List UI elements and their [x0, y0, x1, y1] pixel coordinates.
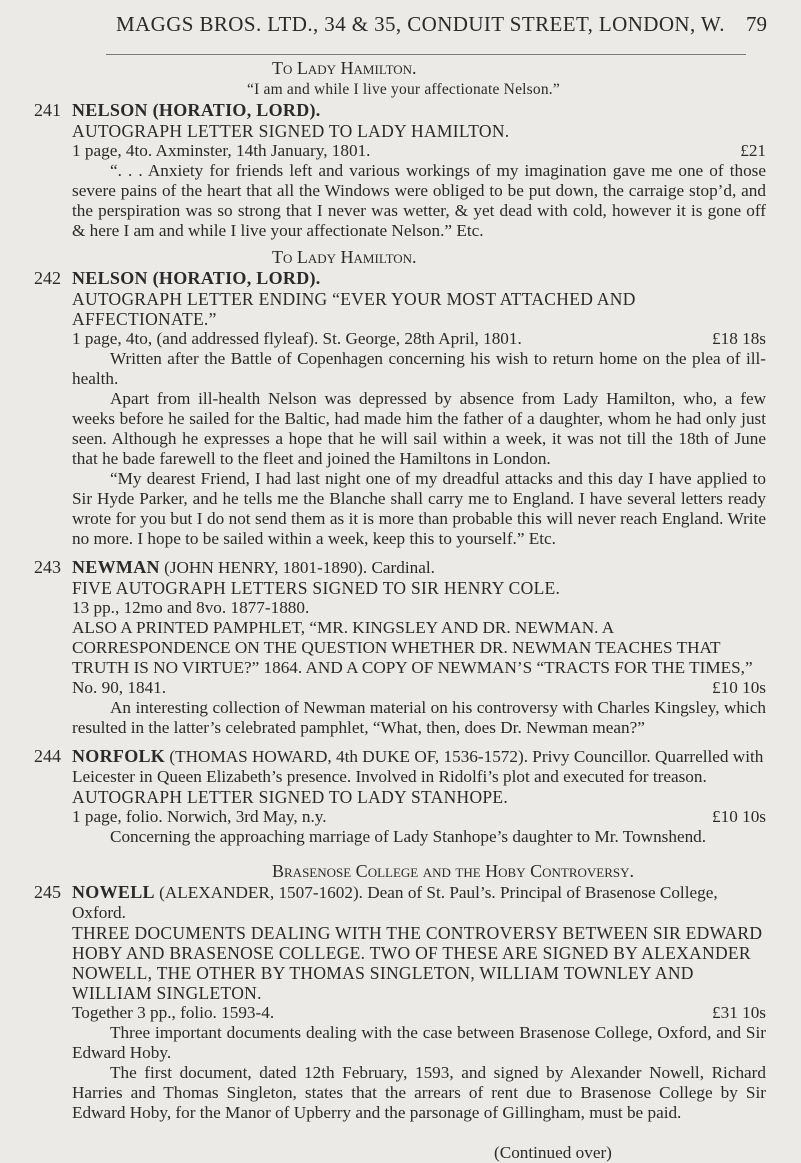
lot-description: 1 page, 4to, (and addressed flyleaf). St. George, 28th April, 1801. — [72, 329, 522, 348]
lot-heading: FIVE AUTOGRAPH LETTERS SIGNED TO SIR HENRY COLE. — [72, 578, 561, 598]
lot-number: 244 — [34, 746, 61, 766]
lot-entry — [34, 882, 766, 923]
lot-paragraph: Concerning the approaching marriage of Lady Stanhope’s daughter to Mr. Townshend. — [110, 827, 707, 846]
lot-heading: THREE DOCUMENTS DEALING WITH THE CONTROVERSY BETWEEN SIR EDWARD HOBY AND BRASENOSE COLLEGE. TWO OF THESE ARE SIGNED BY ALEXANDER NOWELL, THE OTHER BY THOMAS SINGLETON, WILLIAM TOWNLEY AND WILLIAM SINGLETON. — [72, 923, 763, 1003]
catchline: Brasenose College and the Hoby Controversy. — [272, 861, 635, 881]
header-title: MAGGS BROS. LTD., 34 & 35, CONDUIT STREET, LONDON, W. — [116, 12, 725, 36]
lot-description: Together 3 pp., folio. 1593-4. — [72, 1003, 275, 1022]
lot-title: NELSON (HORATIO, LORD). — [72, 100, 321, 120]
lot-entry — [34, 268, 766, 289]
lot-title: NORFOLK — [72, 746, 166, 766]
catchline: To Lady Hamilton. — [272, 247, 417, 267]
lot-heading: AUTOGRAPH LETTER SIGNED TO LADY HAMILTON. — [72, 121, 510, 141]
lot-paragraph: “. . . Anxiety for friends left and various workings of my imagination gave me one of those severe pains of the heart that all the Windows were obliged to be put down, the carraige stop’d, and the perspiration was so strong that I never was wetter, & yet dead with cold, however it is gone off & here I am and while I live your affectionate Nelson.” Etc. — [72, 161, 766, 240]
lot-price: £31 10s — [712, 1003, 766, 1022]
page-number: 79 — [746, 12, 767, 36]
catchline: To Lady Hamilton. — [272, 58, 417, 78]
lot-title-rest: (ALEXANDER, 1507-1602). Dean of St. Paul’s. Principal of Brasenose College, Oxford. — [72, 883, 718, 922]
lot-description: 1 page, 4to. Axminster, 14th January, 1801. — [72, 141, 371, 160]
lot-title: NEWMAN — [72, 557, 160, 577]
lot-detail — [34, 329, 766, 349]
lot-number: 242 — [34, 268, 61, 288]
lot-detail — [34, 141, 766, 161]
lot-paragraph: Written after the Battle of Copenhagen concerning his wish to return home on the plea of ill-health. — [72, 349, 766, 388]
continued-note: (Continued over) — [494, 1143, 612, 1162]
lot-detail — [34, 807, 766, 827]
lot-title: NELSON (HORATIO, LORD). — [72, 268, 321, 288]
lot-entry — [34, 557, 766, 578]
lot-title-rest: (THOMAS HOWARD, 4th DUKE OF, 1536-1572). Privy Councillor. Quarrelled with Leicester in Queen Elizabeth’s presence. Involved in Ridolfi’s plot and executed for treason. — [72, 747, 764, 786]
catalogue-content — [34, 58, 766, 1163]
lot-heading-secondary: ALSO A PRINTED PAMPHLET, “MR. KINGSLEY AND DR. NEWMAN. A CORRESPONDENCE ON THE QUESTION WHETHER DR. NEWMAN TEACHES THAT TRUTH IS NO VIRTUE?” 1864. AND A COPY OF NEWMAN’S “TRACTS FOR THE TIMES,” No. 90, 1841. — [72, 618, 753, 697]
lot-heading: AUTOGRAPH LETTER ENDING “EVER YOUR MOST ATTACHED AND AFFECTIONATE.” — [72, 289, 636, 329]
lot-title-rest: (JOHN HENRY, 1801-1890). Cardinal. — [164, 558, 435, 577]
lot-price: £18 18s — [712, 329, 766, 348]
lot-paragraph: The first document, dated 12th February, 1593, and signed by Alexander Nowell, Richard Harries and Thomas Singleton, states that the arrears of rent due to Brasenose College by Sir Edward Hoby, for the Manor of Upberry and the parsonage of Gillingham, must be paid. — [72, 1063, 766, 1122]
lot-paragraph: Apart from ill-health Nelson was depressed by absence from Lady Hamilton, who, a few weeks before he sailed for the Baltic, had made him the father of a daughter, whom he had only just seen. Although he expresses a hope that he will sail within a week, it was not till the 18th of June that he bade farewell to the fleet and joined the Hamiltons in London. — [72, 389, 766, 468]
header-rule — [106, 54, 746, 55]
page-header — [0, 12, 801, 42]
lot-detail: 13 pp., 12mo and 8vo. 1877-1880. — [72, 598, 310, 617]
lot-paragraph: An interesting collection of Newman material on his controversy with Charles Kingsley, which resulted in the latter’s celebrated pamphlet, “What, then, does Dr. Newman mean?” — [72, 698, 766, 737]
lot-entry — [34, 746, 766, 787]
lot-price: £10 10s — [712, 807, 766, 826]
lot-paragraph: Three important documents dealing with the case between Brasenose College, Oxford, and Sir Edward Hoby. — [72, 1023, 766, 1062]
catchline-quote: “I am and while I live your affectionate Nelson.” — [247, 81, 560, 98]
lot-paragraph: “My dearest Friend, I had last night one of my dreadful attacks and this day I have applied to Sir Hyde Parker, and he tells me the Blanche shall carry me to England. I have several letters ready wrote for you but I do not send them as it is more than probable this will never reach England. Write no more. I hope to be sailed within a week, keep this to yourself.” Etc. — [72, 469, 766, 548]
lot-description: 1 page, folio. Norwich, 3rd May, n.y. — [72, 807, 327, 826]
lot-detail — [34, 618, 766, 698]
lot-title: NOWELL — [72, 882, 155, 902]
lot-entry — [34, 100, 766, 121]
lot-number: 245 — [34, 882, 61, 902]
lot-number: 243 — [34, 557, 61, 577]
lot-price: £10 10s — [712, 678, 766, 697]
lot-number: 241 — [34, 100, 61, 120]
lot-heading: AUTOGRAPH LETTER SIGNED TO LADY STANHOPE. — [72, 787, 509, 807]
lot-price: £21 — [740, 141, 766, 160]
lot-detail — [34, 1003, 766, 1023]
